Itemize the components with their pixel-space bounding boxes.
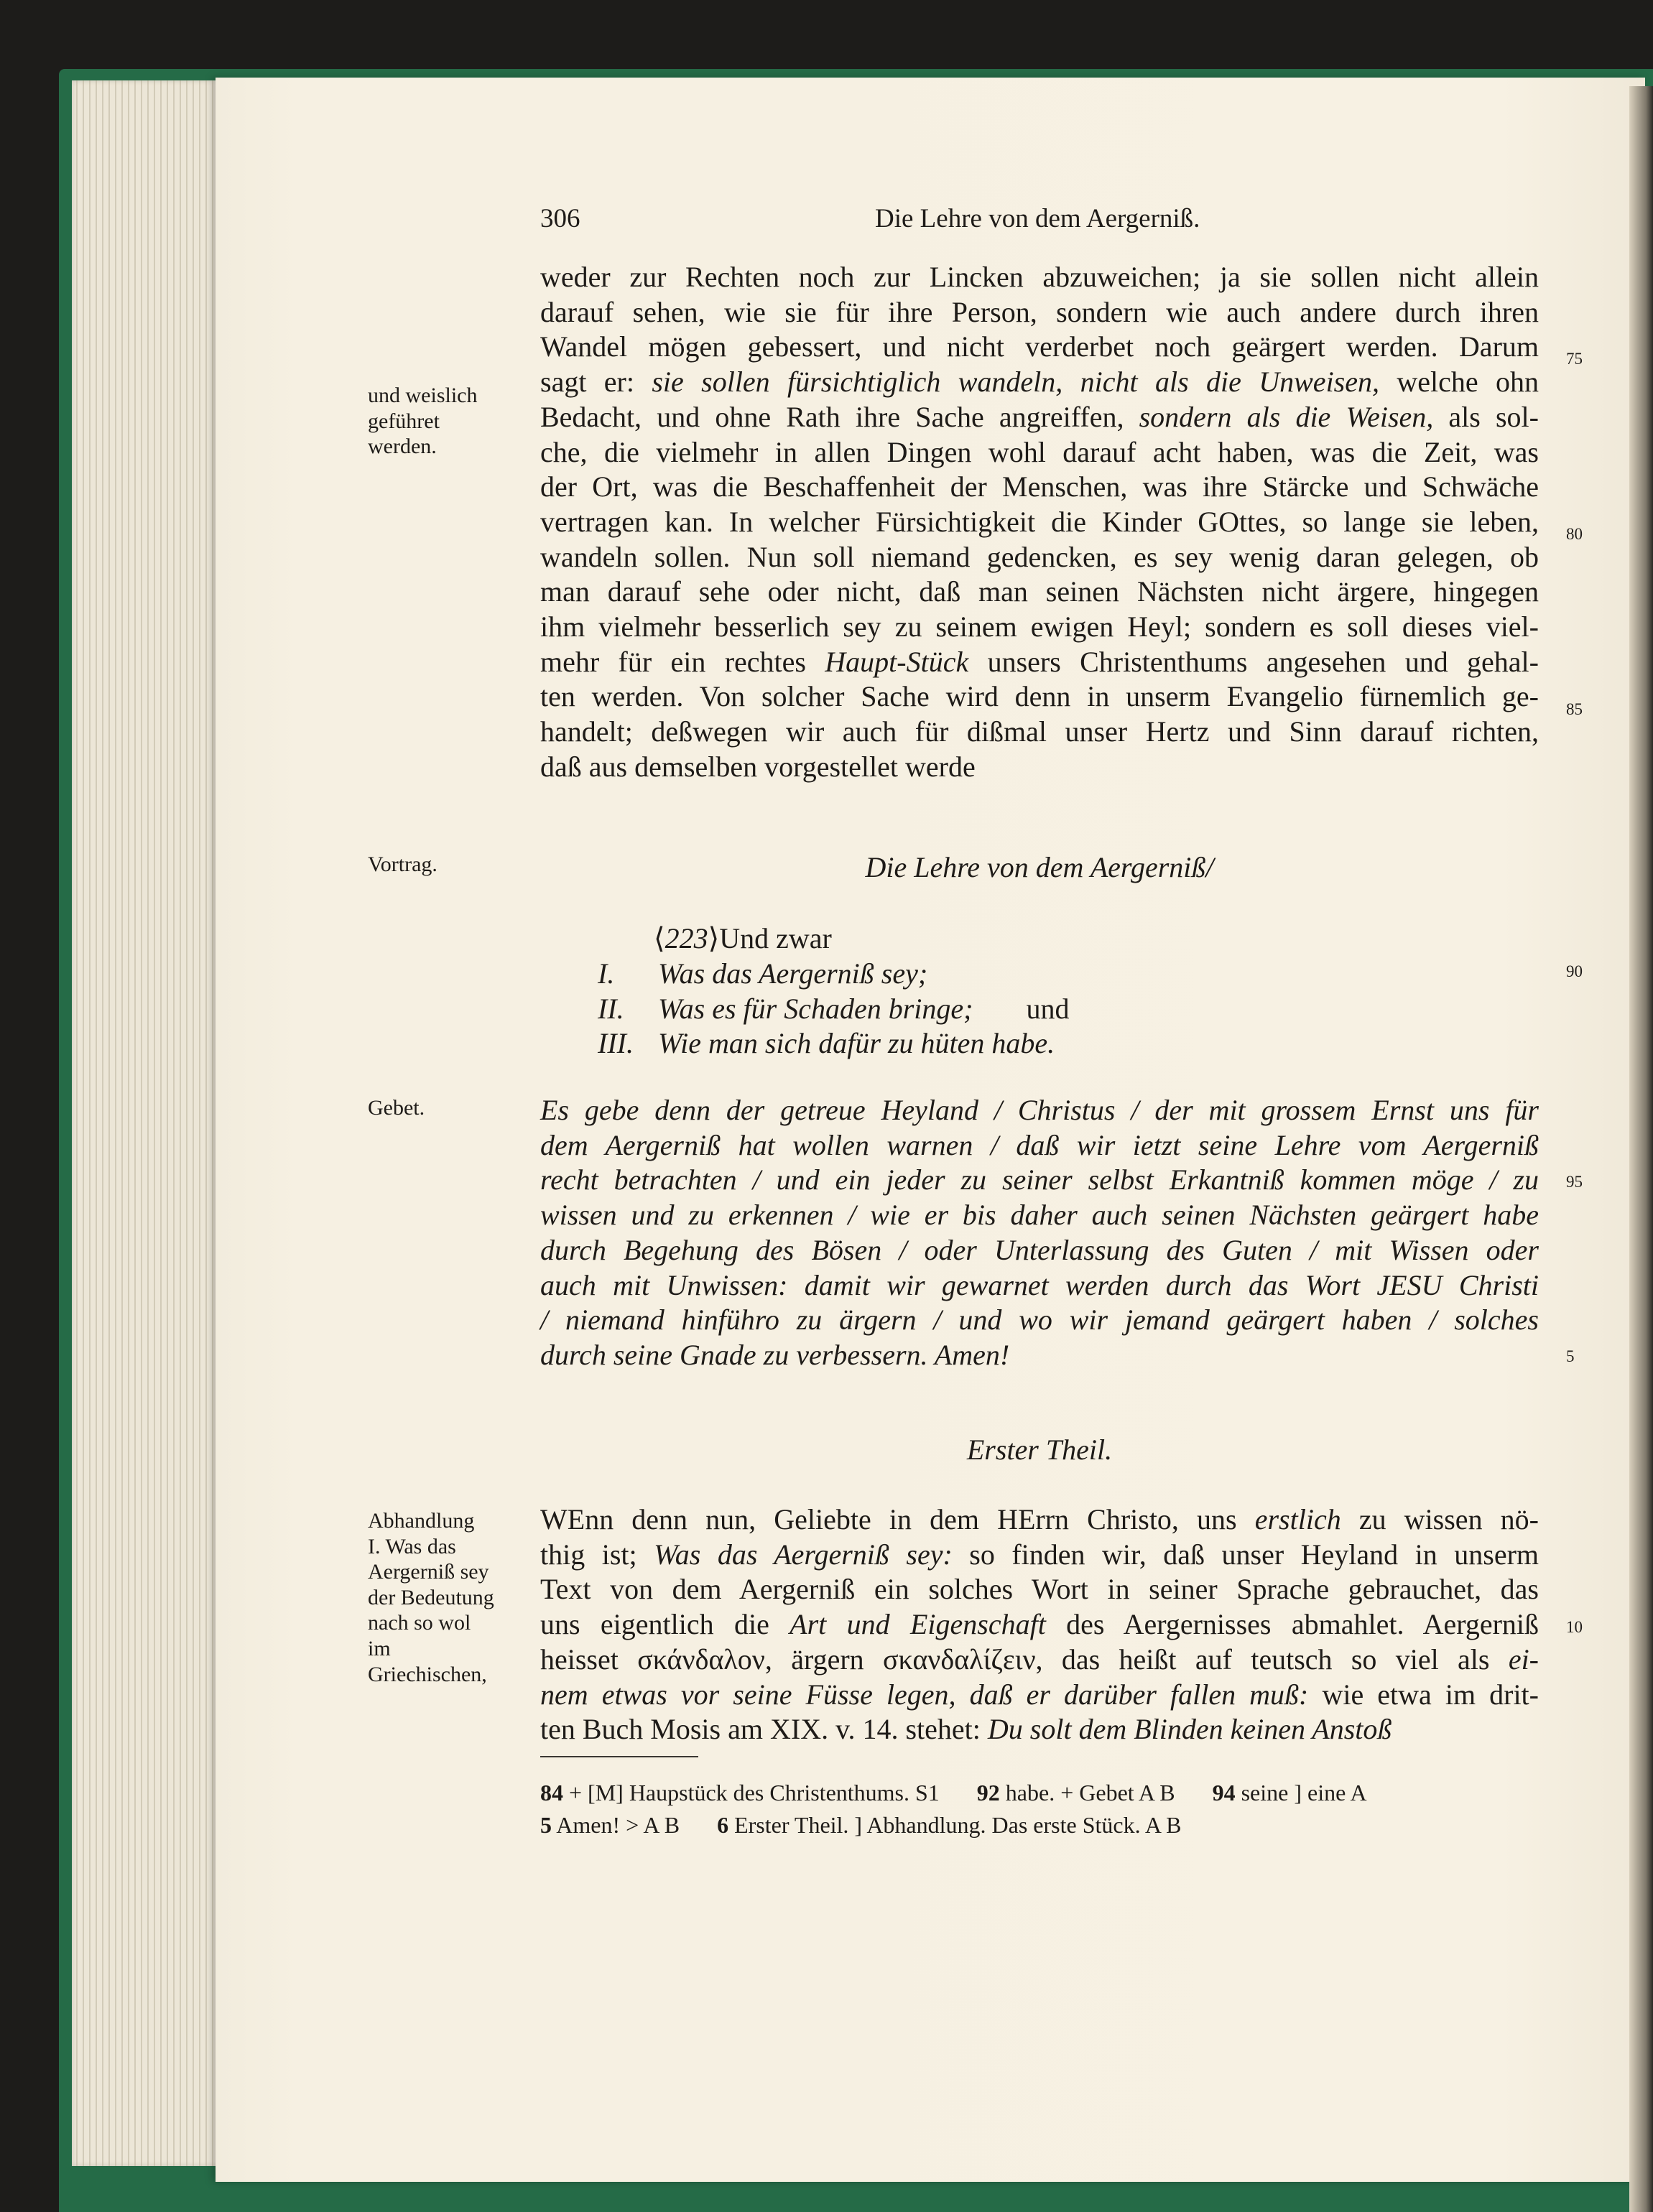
text-run: wie etwa im drit- <box>1308 1678 1539 1711</box>
footnote-ref: 92 <box>976 1780 1000 1806</box>
text-run: sagt er: <box>540 366 652 399</box>
page-edge-line <box>89 80 91 2166</box>
text-run: so finden wir, daß unser Heyland in unserm <box>952 1538 1539 1571</box>
margin-line: Griechischen, <box>368 1662 487 1686</box>
page-edge-line <box>173 80 175 2166</box>
text-run: unsers Christenthums angesehen und gehal- <box>968 645 1539 678</box>
footnote-ref: 84 <box>540 1780 563 1806</box>
text-line <box>540 1538 1539 1573</box>
line-number: 80 <box>1566 525 1583 543</box>
footnote-ref: 94 <box>1212 1780 1236 1806</box>
text-line: darauf sehen, wie sie für ihre Person, sondern wie auch andere durch ihren <box>540 295 1539 328</box>
text-line: auch mit Unwissen: damit wir gewarnet werden durch das Wort JESU Christi <box>540 1268 1539 1301</box>
margin-line: im <box>368 1636 391 1660</box>
text-run: thig ist; <box>540 1538 654 1571</box>
footnote-line-1 <box>540 1780 1546 1806</box>
text-line: Text von dem Aergerniß ein solches Wort in seiner Sprache gebrauchet, das <box>540 1573 1539 1606</box>
text-run: WEnn denn nun, Geliebte in dem HErrn Christo, uns <box>540 1503 1255 1535</box>
page-edge-line <box>199 80 200 2166</box>
text-run: welche ohn <box>1379 366 1539 399</box>
page-edge-line <box>212 80 213 2166</box>
text-line: / niemand hinführo zu ärgern / und wo wir jemand geärgert haben / solches <box>540 1304 1539 1337</box>
text-line: ihm vielmehr besserlich sey zu seinem ewigen Heyl; sondern es soll dieses viel- <box>540 610 1539 643</box>
text-line: daß aus demselben vorgestellet werde <box>540 750 976 783</box>
line-number: 75 <box>1566 350 1583 368</box>
text-line: der Ort, was die Beschaffenheit der Menschen, was ihre Stärcke und Schwäche <box>540 470 1539 503</box>
footnote-rule <box>540 1756 698 1757</box>
margin-note-vortrag: Vortrag. <box>368 852 437 876</box>
outline-ref: 223 <box>665 922 708 954</box>
text-line: ten werden. Von solcher Sache wird denn in unserm Evangelio fürnemlich ge- <box>540 680 1539 713</box>
footnote-text: seine ] eine A <box>1241 1780 1367 1806</box>
page-edge-line <box>154 80 155 2166</box>
line-number: 95 <box>1566 1173 1583 1191</box>
text-line <box>540 1642 1539 1678</box>
text-line <box>540 1502 1539 1538</box>
italic-phrase: erstlich <box>1254 1503 1341 1535</box>
text-line: durch Begehung des Bösen / oder Unterlassung des Guten / mit Wissen oder <box>540 1233 1539 1266</box>
margin-line: der Bedeutung <box>368 1585 494 1609</box>
text-line: vertragen kan. In welcher Fürsichtigkeit die Kinder GOttes, so lange sie leben, <box>540 505 1539 538</box>
text-run: mehr für ein rechtes <box>540 645 825 678</box>
margin-line: I. Was das <box>368 1534 456 1558</box>
margin-note-1 <box>368 383 519 460</box>
text-run: heisset σκάνδαλον, ärgern σκανδαλίζειν, das heißt auf teutsch so viel als <box>540 1642 1509 1676</box>
text-line <box>540 1712 1539 1747</box>
line-number: 5 <box>1566 1347 1575 1365</box>
text-line <box>540 400 1539 435</box>
page-edge-line <box>193 80 194 2166</box>
page-edges <box>72 80 237 2166</box>
text-line: man darauf sehe oder nicht, daß man seinen Nächsten nicht ärgere, hingegen <box>540 575 1539 608</box>
italic-phrase: Was das Aergerniß sey: <box>654 1538 953 1571</box>
line-number: 90 <box>1566 962 1583 980</box>
line-number: 10 <box>1566 1618 1583 1636</box>
text-run: uns eigentlich die <box>540 1608 790 1641</box>
italic-phrase: sondern als die Weisen, <box>1139 400 1434 433</box>
lecture-title: Die Lehre von dem Aergerniß/ <box>865 851 1214 883</box>
text-line <box>540 1678 1539 1713</box>
text-line: durch seine Gnade zu verbessern. Amen! <box>540 1338 1010 1371</box>
footnote-text: Amen! > A B <box>556 1812 680 1838</box>
footnote-line-2 <box>540 1812 1546 1839</box>
text-line: weder zur Rechten noch zur Lincken abzuweichen; ja sie sollen nicht allein <box>540 261 1539 293</box>
page-edge-line <box>121 80 123 2166</box>
page-edge-line <box>160 80 162 2166</box>
margin-line: und weislich <box>368 384 478 407</box>
margin-line: werden. <box>368 434 437 459</box>
outline-item <box>598 992 1069 1027</box>
text-line: wissen und zu erkennen / wie er bis daher auch seinen Nächsten geärgert habe <box>540 1199 1539 1232</box>
page-edge-line <box>134 80 136 2166</box>
text-line: Wandel mögen gebessert, und nicht verderbet noch geärgert werden. Darum <box>540 330 1539 363</box>
text-line: che, die vielmehr in allen Dingen wohl darauf acht haben, was die Zeit, was <box>540 435 1539 468</box>
page-edge-line <box>128 80 129 2166</box>
page-edge-line <box>180 80 181 2166</box>
page-edge-line <box>141 80 142 2166</box>
page-edge-line <box>108 80 110 2166</box>
page-edge-line <box>115 80 116 2166</box>
text-run: Bedacht, und ohne Rath ihre Sache angreiffen, <box>540 400 1139 433</box>
text-line: dem Aergerniß hat wollen warnen / daß wir ietzt seine Lehre vom Aergerniß <box>540 1128 1539 1161</box>
text-run: als sol- <box>1433 400 1539 433</box>
section-title: Erster Theil. <box>966 1433 1113 1466</box>
text-line: wandeln sollen. Nun soll niemand gedencken, es sey wenig daran gelegen, ob <box>540 540 1539 573</box>
italic-phrase: Art und Eigenschaft <box>790 1608 1046 1641</box>
text-line <box>540 365 1539 400</box>
text-line <box>540 645 1539 680</box>
page-number: 306 <box>540 204 580 233</box>
running-title: Die Lehre von dem Aergerniß. <box>875 204 1200 233</box>
page-edge-line <box>167 80 168 2166</box>
page-edge-line <box>83 80 84 2166</box>
prayer <box>540 1093 1539 1373</box>
italic-phrase: ei- <box>1508 1642 1539 1676</box>
footnote-text: Erster Theil. ] Abhandlung. Das erste Stück. A B <box>734 1812 1182 1838</box>
outline-intro: ⟨223⟩Und zwar <box>654 922 832 954</box>
page-curl <box>1629 86 1653 2212</box>
footnote-ref: 5 <box>540 1812 552 1838</box>
text-run: ten Buch Mosis am XIX. v. 14. stehet: <box>540 1713 988 1746</box>
footnote-ref: 6 <box>717 1812 729 1838</box>
outline-text: Was das Aergerniß sey; <box>658 957 928 990</box>
margin-line: geführet <box>368 409 440 433</box>
page-edge-line <box>147 80 149 2166</box>
paragraph-1 <box>540 260 1539 785</box>
text-line: recht betrachten / und ein jeder zu seiner selbst Erkantniß kommen möge / zu <box>540 1163 1539 1196</box>
outline-num: III. <box>598 1027 634 1060</box>
outline-intro-text: Und zwar <box>719 922 832 954</box>
page-edge-line <box>76 80 78 2166</box>
outline-list <box>598 957 1069 1061</box>
margin-line: Abhandlung <box>368 1509 475 1533</box>
margin-line: nach so wol <box>368 1611 471 1635</box>
text-run: des Aergernisses abmahlet. Aergerniß <box>1045 1608 1539 1641</box>
italic-phrase: Du solt dem Blinden keinen Anstoß <box>987 1713 1392 1746</box>
italic-phrase: nem etwas vor seine Füsse legen, daß er darüber fallen muß: <box>540 1678 1309 1711</box>
outline-num: I. <box>598 957 615 990</box>
line-number: 85 <box>1566 700 1583 718</box>
outline-text: Was es für Schaden bringe; <box>658 992 973 1025</box>
page-edge-line <box>96 80 97 2166</box>
paragraph-2 <box>540 1502 1539 1747</box>
text-line: Es gebe denn der getreue Heyland / Christus / der mit grossem Ernst uns für <box>540 1094 1539 1126</box>
italic-phrase: Haupt-Stück <box>825 645 969 678</box>
margin-note-gebet: Gebet. <box>368 1096 425 1120</box>
outline-text: Wie man sich dafür zu hüten habe. <box>658 1027 1055 1060</box>
text-run: zu wissen nö- <box>1341 1503 1539 1535</box>
text-line <box>540 1607 1539 1642</box>
outline-item <box>598 957 1069 992</box>
margin-note-abhandlung <box>368 1508 519 1687</box>
page-edge-line <box>205 80 207 2166</box>
page-edge-line <box>102 80 103 2166</box>
margin-line: Aergerniß sey <box>368 1560 489 1584</box>
footnote-text: + [M] Haupstück des Christenthums. S1 <box>569 1780 940 1806</box>
page-edge-line <box>186 80 187 2166</box>
text-line: handelt; deßwegen wir auch für dißmal unser Hertz und Sinn darauf richten, <box>540 715 1539 748</box>
italic-phrase: sie sollen fürsichtiglich wandeln, nicht als die Unweisen, <box>652 366 1379 399</box>
outline-suffix: und <box>1026 992 1070 1025</box>
outline-item <box>598 1026 1069 1061</box>
outline-num: II. <box>598 992 624 1025</box>
footnote-text: habe. + Gebet A B <box>1005 1780 1175 1806</box>
